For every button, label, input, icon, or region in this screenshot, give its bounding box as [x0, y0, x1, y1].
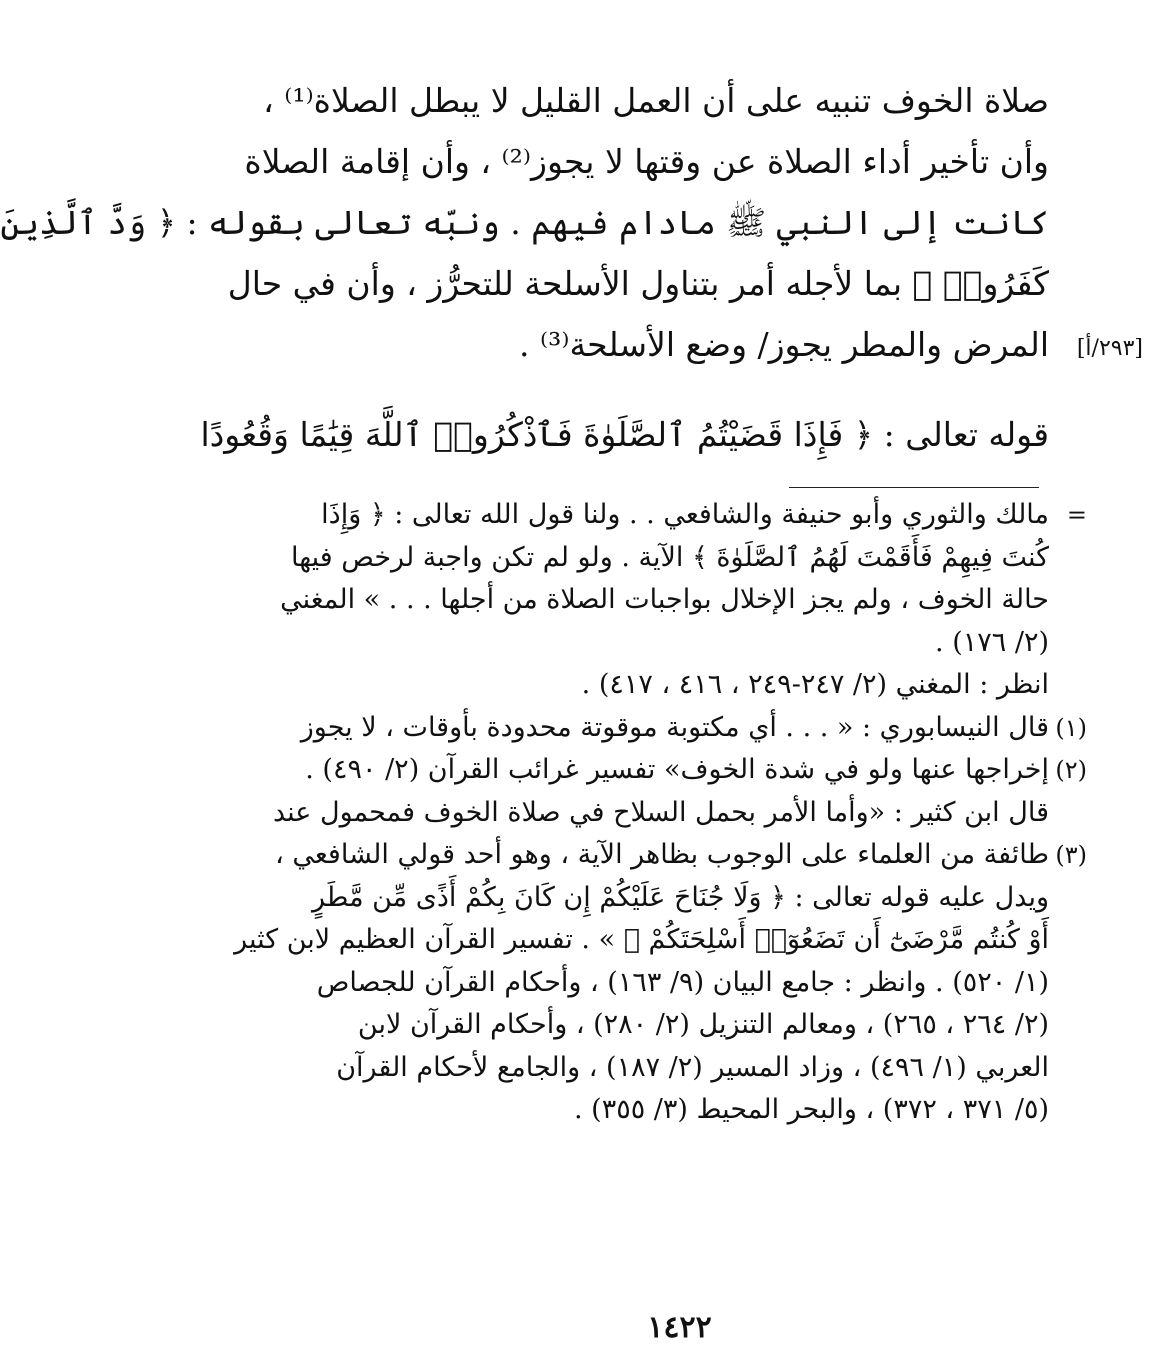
footnote-3-line: (٥/ ٣٧١ ، ٣٧٢) ، والبحر المحيط (٣/ ٣٥٥) . [574, 1094, 1049, 1125]
footnotes-block [234, 494, 1049, 1132]
verse-heading-line: قوله تعالى : ﴿ فَإِذَا قَضَيْتُمُ ٱلصَّلَوٰةَ فَٱذْكُرُوا۟ ٱللَّهَ قِيَٰمًا وَقُعُودًا [200, 415, 1049, 454]
footnote-line: كُنتَ فِيهِمْ فَأَقَمْتَ لَهُمُ ٱلصَّلَوٰةَ ﴾ الآية . ولو لم تكن واجبة لرخص فيها [290, 541, 1049, 573]
footnote-3-line: طائفة من العلماء على الوجوب بظاهر الآية ، وهو أحد قولي الشافعي ، [275, 839, 1049, 870]
main-text-line: كانت إلى النبي ﷺ مادام فيهم . ونبّه تعالى بقوله : ﴿ وَدَّ ٱلَّذِينَ [0, 203, 1049, 242]
footnote-marker: (٣) [1055, 841, 1087, 869]
footnote-3-line: ويدل عليه قوله تعالى : ﴿ وَلَا جُنَاحَ عَلَيْكُمْ إِن كَانَ بِكُمْ أَذًى مِّن مَّطَرٍ [312, 881, 1049, 913]
footnote-line: حالة الخوف ، ولم يجز الإخلال بواجبات الصلاة من أجلها . . . » المغني [280, 584, 1049, 615]
manuscript-folio-reference: [٢٩٣/أ] [1076, 336, 1143, 361]
footnote-3-line: (١/ ٥٢٠) . وانظر : جامع البيان (٩/ ١٦٣) ، وأحكام القرآن للجصاص [316, 966, 1049, 998]
footnote-3-line: (٢/ ٢٦٤ ، ٢٦٥) ، ومعالم التنزيل (٢/ ٢٨٠) ، وأحكام القرآن لابن [357, 1009, 1049, 1040]
main-text-line: صلاة الخوف تنبيه على أن العمل القليل لا يبطل الصلاة⁽¹⁾ ، [263, 81, 1049, 120]
footnote-3-line: أَوْ كُنتُم مَّرْضَىٰٓ أَن تَضَعُوٓا۟ أَسْلِحَتَكُمْ ﴾ » . تفسير القرآن العظيم لابن كثير [234, 924, 1049, 955]
footnote-marker: (١) [1055, 714, 1087, 742]
footnote-marker: (٢) [1055, 756, 1087, 784]
main-text-line: المرض والمطر يجوز/ وضع الأسلحة⁽³⁾ . [519, 325, 1049, 364]
footnote-3-line: قال ابن كثير : «وأما الأمر بحمل السلاح في صلاة الخوف فمحمول عند [272, 796, 1049, 828]
page-number: ١٤٢٢ [647, 1310, 712, 1345]
footnote-line: (٢/ ١٧٦) . [935, 626, 1049, 658]
footnote-continuation-marker: = [1066, 501, 1087, 529]
footnote-separator-rule [789, 487, 1039, 488]
footnote-2-line: إخراجها عنها ولو في شدة الخوف» تفسير غرائب القرآن (٢/ ٤٩٠) . [305, 754, 1049, 785]
main-text-line: وأن تأخير أداء الصلاة عن وقتها لا يجوز⁽²⁾ ، وأن إقامة الصلاة [244, 142, 1049, 181]
main-text-line: كَفَرُوا۟ ﴾ بما لأجله أمر بتناول الأسلحة للتحرُّز ، وأن في حال [227, 264, 1049, 303]
footnote-2-line: قال النيسابوري : « . . . أي مكتوبة موقوتة محدودة بأوقات ، لا يجوز [300, 711, 1049, 743]
main-text-block [0, 70, 1049, 375]
footnote-1-line: انظر : المغني (٢/ ٢٤٧-٢٤٩ ، ٤١٦ ، ٤١٧) . [581, 669, 1049, 700]
footnote-line: مالك والثوري وأبو حنيفة والشافعي . . ولنا قول الله تعالى : ﴿ وَإِذَا [321, 499, 1049, 530]
footnote-3-line: العربي (١/ ٤٩٦) ، وزاد المسير (٢/ ١٨٧) ، والجامع لأحكام القرآن [336, 1051, 1049, 1083]
